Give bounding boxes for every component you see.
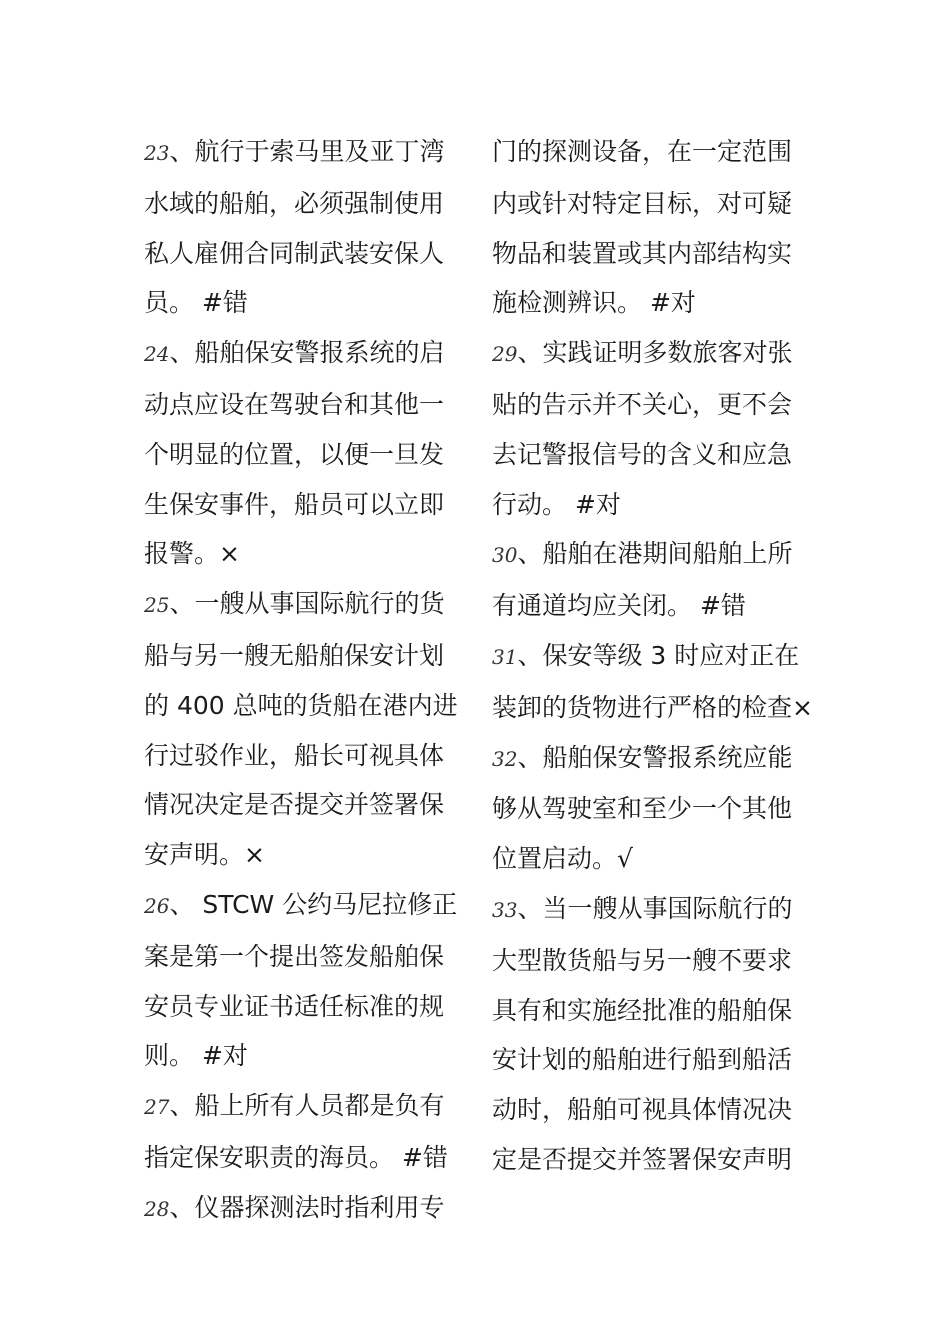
answer-mark: #对 — [642, 288, 696, 318]
question-text: 、保安等级 3 时应对正在装卸的货物进行严格的检查 — [492, 640, 800, 722]
question-number: 30 — [492, 543, 518, 568]
question-text: 、船上所有人员都是负有指定保安职责的海员。 — [144, 1091, 445, 1172]
question-number: 27 — [144, 1095, 170, 1120]
question-text: 、当一艘从事国际航行的大型散货船与另一艘不要求具有和实施经批准的船舶保安计划的船舶进行船到船活动时，船舶可视具体情况决定是否提交并签署保安声明 — [492, 893, 793, 1174]
question-number: 24 — [144, 342, 170, 367]
question-text: 、仪器探测法时指利用专 — [169, 1192, 445, 1222]
answer-mark: × — [219, 539, 240, 569]
answer-mark: #错 — [194, 288, 248, 318]
answer-mark: #错 — [394, 1142, 448, 1172]
question-number: 33 — [492, 897, 518, 922]
question-text: 、一艘从事国际航行的货船与另一艘无船舶保安计划的 400 总吨的货船在港内进行过驳作业，船长可视具体情况决定是否提交并签署保安声明。 — [144, 589, 458, 870]
question-item — [144, 1183, 466, 1235]
answer-mark: #错 — [692, 591, 746, 621]
question-item — [492, 328, 814, 529]
question-item — [144, 1081, 466, 1183]
question-item — [144, 579, 466, 880]
question-number: 23 — [144, 141, 170, 165]
question-text: 、船舶在港期间船舶上所有通道均应关闭。 — [492, 539, 793, 621]
question-number: 31 — [492, 644, 518, 669]
question-number: 32 — [492, 746, 518, 771]
question-text: 、实践证明多数旅客对张贴的告示并不关心，更不会去记警报信号的含义和应急行动。 — [492, 338, 793, 519]
answer-mark: #对 — [194, 1041, 248, 1071]
left-column — [144, 127, 466, 1235]
question-item — [144, 127, 466, 328]
right-column — [492, 127, 814, 1185]
question-text: 、船舶保安警报系统的启动点应设在驾驶台和其他一个明显的位置，以便一旦发生保安事件，船员可以立即报警。 — [144, 338, 445, 569]
question-number: 25 — [144, 593, 170, 618]
question-number: 29 — [492, 342, 518, 367]
question-text: 、 STCW 公约马尼拉修正案是第一个提出签发船舶保安员专业证书适任标准的规则。 — [144, 889, 458, 1071]
question-item — [144, 328, 466, 579]
question-text: 门的探测设备，在一定范围内或针对特定目标，对可疑物品和装置或其内部结构实施检测辨识。 — [492, 137, 793, 318]
question-item — [144, 880, 466, 1081]
question-item — [492, 733, 814, 884]
question-item — [492, 631, 814, 733]
question-item — [492, 127, 814, 328]
question-item — [492, 529, 814, 631]
question-text: 、航行于索马里及亚丁湾水域的船舶，必须强制使用私人雇佣合同制武装安保人员。 — [144, 137, 445, 318]
answer-mark: √ — [617, 844, 633, 874]
answer-mark: #对 — [567, 489, 621, 519]
answer-mark: × — [792, 692, 813, 722]
question-text: 、船舶保安警报系统应能够从驾驶室和至少一个其他位置启动。 — [492, 742, 793, 874]
question-number: 28 — [144, 1196, 170, 1221]
question-number: 26 — [144, 893, 170, 918]
question-item — [492, 884, 814, 1185]
answer-mark: × — [244, 840, 265, 870]
